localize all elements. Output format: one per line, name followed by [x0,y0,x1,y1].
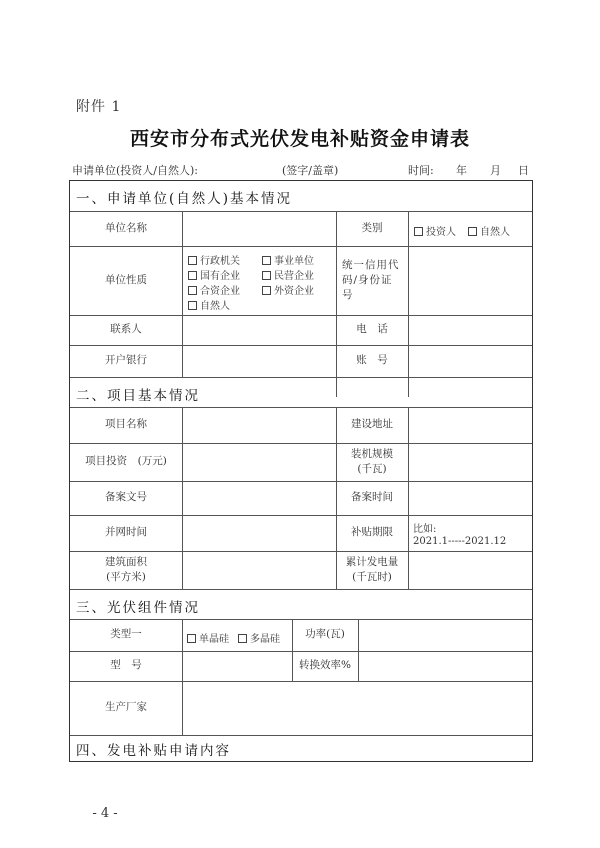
applicant-meta-row [72,162,528,178]
credit-code-label: 统一信用代码/身份证号 [342,258,400,302]
checkbox-icon[interactable] [188,256,197,265]
contact-label: 联系人 [110,323,142,336]
nature-option-institution[interactable] [262,252,314,267]
investment-field[interactable] [182,443,336,481]
efficiency-field[interactable] [358,651,532,681]
grid-time-field[interactable] [182,515,336,551]
day-label: 日 [518,164,529,177]
power-field[interactable] [358,619,532,651]
category-person-option[interactable] [468,223,510,238]
capacity-field[interactable] [408,443,532,481]
capacity-label: 装机规模 [351,447,393,460]
type-mono-option[interactable] [187,630,229,645]
cumulative-field[interactable] [408,551,532,589]
nature-option-gov[interactable] [188,252,240,267]
investment-label: 项目投资 (万元) [85,455,167,468]
option-label: 多晶硅 [250,634,280,645]
category-investor-option[interactable] [414,223,456,238]
section3-heading: 三、光伏组件情况 [76,600,200,616]
form-title: 西安市分布式光伏发电补贴资金申请表 [129,128,470,150]
checkbox-icon[interactable] [262,256,271,265]
nature-label: 单位性质 [105,273,147,286]
account-field[interactable] [408,345,532,377]
contact-field[interactable] [182,315,336,345]
cumulative-label-cell [336,551,408,589]
option-label: 民营企业 [274,271,314,282]
option-label: 事业单位 [274,256,314,267]
record-time-field[interactable] [408,481,532,515]
option-label: 行政机关 [200,256,240,267]
nature-option-joint[interactable] [188,282,240,297]
option-label: 合资企业 [200,286,240,297]
credit-code-field[interactable] [408,246,532,315]
phone-field[interactable] [408,315,532,345]
unit-name-label: 单位名称 [105,221,147,234]
subsidy-period-label: 补贴期限 [351,526,393,539]
model-field[interactable] [182,651,292,681]
bank-label: 开户银行 [105,354,147,367]
area-unit: (平方米) [106,571,146,583]
checkbox-icon[interactable] [188,301,197,310]
category-label: 类别 [361,221,383,234]
phone-label: 电 话 [356,323,388,336]
model-label: 型 号 [110,659,142,672]
option-label: 自然人 [200,301,230,312]
record-no-field[interactable] [182,481,336,515]
cumulative-label: 累计发电量 [345,555,399,568]
sign-label: (签字/盖章) [282,164,339,177]
section2-heading: 二、项目基本情况 [76,388,200,404]
checkbox-icon[interactable] [187,634,196,643]
divider [70,735,532,736]
applicant-label: 申请单位(投资人/自然人): [72,164,198,177]
checkbox-icon[interactable] [468,227,477,236]
nature-option-foreign[interactable] [262,282,314,297]
divider [70,589,532,590]
section4-heading: 四、发电补贴申请内容 [76,743,231,759]
nature-option-person[interactable] [188,297,230,312]
site-label: 建设地址 [351,418,393,431]
option-label: 投资人 [426,227,456,238]
capacity-unit: (千瓦) [357,463,387,475]
checkbox-icon[interactable] [188,286,197,295]
application-form-table [69,180,533,762]
attachment-label: 附件 1 [76,99,122,115]
bank-field[interactable] [182,345,336,377]
checkbox-icon[interactable] [262,286,271,295]
site-field[interactable] [408,407,532,443]
checkbox-icon[interactable] [262,271,271,280]
page-number: - 4 - [92,806,118,821]
year-label: 年 [456,164,467,177]
month-label: 月 [490,164,501,177]
module-type-label: 类型一 [110,628,142,641]
section1-heading: 一、申请单位(自然人)基本情况 [76,191,293,207]
record-time-label: 备案时间 [351,491,393,504]
option-label: 外资企业 [274,286,314,297]
checkbox-icon[interactable] [414,227,423,236]
project-name-label: 项目名称 [105,418,147,431]
manufacturer-field[interactable] [182,681,532,735]
period-example-value: 2021.1-----2021.12 [413,536,507,547]
time-label: 时间: [408,164,434,177]
period-example-label: 比如: [413,524,437,535]
nature-option-private[interactable] [262,267,314,282]
unit-name-field[interactable] [182,211,336,246]
efficiency-label: 转换效率% [299,659,351,672]
cumulative-unit: (千瓦时) [352,571,392,583]
checkbox-icon[interactable] [188,271,197,280]
option-label: 单晶硅 [199,634,229,645]
area-label: 建筑面积 [105,555,147,568]
record-no-label: 备案文号 [105,491,147,504]
manufacturer-label: 生产厂家 [105,701,147,714]
project-name-field[interactable] [182,407,336,443]
capacity-label-cell [336,443,408,481]
account-label: 账 号 [356,354,388,367]
option-label: 国有企业 [200,271,240,282]
power-label: 功率(瓦) [305,628,345,641]
area-label-cell [70,551,182,589]
checkbox-icon[interactable] [238,634,247,643]
option-label: 自然人 [480,227,510,238]
divider [70,377,532,378]
type-poly-option[interactable] [238,630,280,645]
grid-time-label: 并网时间 [105,526,147,539]
nature-option-state[interactable] [188,267,240,282]
area-field[interactable] [182,551,336,589]
